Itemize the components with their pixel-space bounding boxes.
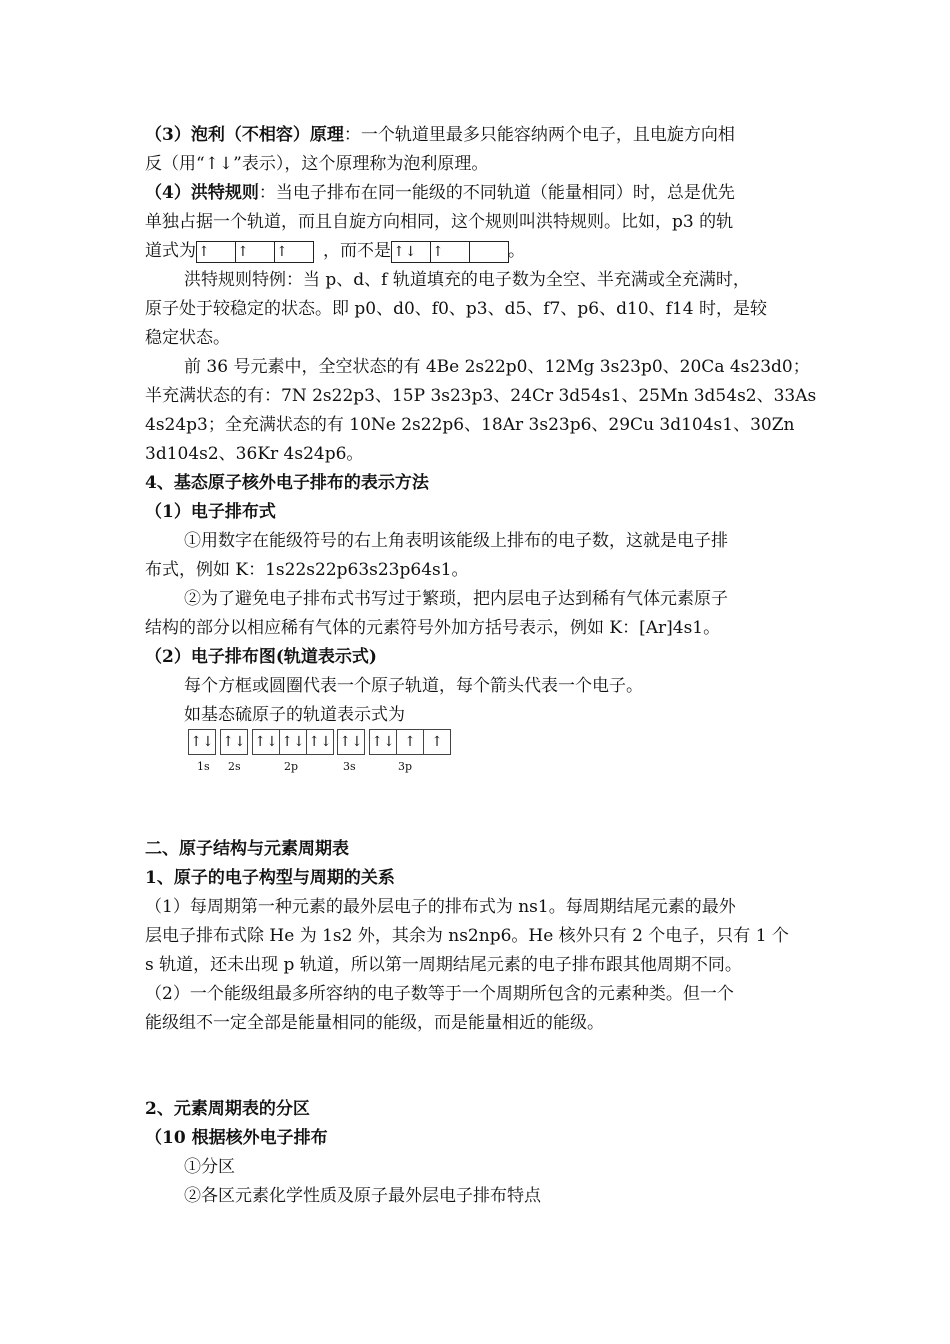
first36-line-1: 前 36 号元素中，全空状态的有 4Be 2s22p0、12Mg 3s23p0、20Ca 4s23d0；: [184, 357, 810, 377]
subheading-config-period: 1、原子的电子构型与周期的关系: [145, 868, 395, 888]
config-line-1: ①用数字在能级符号的右上角表明该能级上排布的电子数，这就是电子排: [184, 531, 728, 551]
pauli-line-1: （3）泡利（不相容）原理：一个轨道里最多只能容纳两个电子，且电旋方向相: [145, 125, 735, 145]
subheading-by-config: （10 根据核外电子排布: [145, 1128, 328, 1148]
orbital-label: 2s: [228, 760, 241, 773]
hund-exception-line-3: 稳定状态。: [145, 328, 230, 348]
period-line-5: 能级组不一定全部是能量相同的能级，而是能量相近的能级。: [145, 1013, 604, 1033]
subheading-blocks: 2、元素周期表的分区: [145, 1099, 310, 1119]
orbital-cell: ↑↓: [337, 729, 365, 755]
orbital-box: ↑: [196, 241, 236, 263]
period-line-4: （2）一个能级组最多所容纳的电子数等于一个周期所包含的元素种类。但一个: [145, 984, 734, 1004]
hund-exception-line-2: 原子处于较稳定的状态。即 p0、d0、f0、p3、d5、f7、p6、d10、f14 时，是较: [145, 299, 767, 319]
orbital-box: ↑: [430, 241, 470, 263]
orbital-label: 2p: [284, 760, 299, 773]
pauli-line-2: 反（用“↑↓”表示），这个原理称为泡利原理。: [145, 154, 489, 174]
section-heading-2: 二、原子结构与元素周期表: [145, 839, 349, 859]
subheading-orbital-diagram: （2）电子排布图(轨道表示式): [145, 647, 377, 667]
list-item: ②各区元素化学性质及原子最外层电子排布特点: [184, 1186, 541, 1206]
orbital-box: ↑↓: [391, 241, 431, 263]
orbital-box: ↑: [274, 241, 314, 263]
first36-line-2: 半充满状态的有：7N 2s22p3、15P 3s23p3、24Cr 3d54s1、25Mn 3d54s2、33As: [145, 386, 817, 406]
orbital-cell: ↑↓: [279, 729, 307, 755]
orbital-boxes-wrong: [391, 241, 508, 261]
first36-line-4: 3d104s2、36Kr 4s24p6。: [145, 444, 364, 464]
orbital-cell: ↑↓: [220, 729, 248, 755]
orbital-label: 3p: [398, 760, 413, 773]
orbital-cell: ↑: [396, 729, 424, 755]
config-line-4: 结构的部分以相应稀有气体的元素符号外加方括号表示，例如 K：[Ar]4s1。: [145, 618, 721, 638]
list-item: ①分区: [184, 1157, 235, 1177]
orbital-cell: ↑↓: [306, 729, 334, 755]
first36-line-3: 4s24p3；全充满状态的有 10Ne 2s22p6、18Ar 3s23p6、29Cu 3d104s1、30Zn: [145, 415, 795, 435]
orbital-label: 3s: [343, 760, 356, 773]
period-line-1: （1）每周期第一种元素的最外层电子的排布式为 ns1。每周期结尾元素的最外: [145, 897, 736, 917]
hund-exception-line-1: 洪特规则特例：当 p、d、f 轨道填充的电子数为全空、半充满或全充满时，: [184, 270, 750, 290]
orbital-cell: ↑↓: [252, 729, 280, 755]
orbital-boxes-correct: [196, 241, 313, 261]
hund-line-3: 道式为 ↑ ↑ ↑ ，而不是 ↑↓ ↑ 。: [145, 241, 525, 261]
config-line-3: ②为了避免电子排布式书写过于繁琐，把内层电子达到稀有气体元素原子: [184, 589, 728, 609]
hund-line-1: （4）洪特规则：当电子排布在同一能级的不同轨道（能量相同）时，总是优先: [145, 183, 735, 203]
orbital-box: [469, 241, 509, 263]
period-line-2: 层电子排布式除 He 为 1s2 外，其余为 ns2np6。He 核外只有 2 个电子，只有 1 个: [145, 926, 789, 946]
hund-line-2: 单独占据一个轨道，而且自旋方向相同，这个规则叫洪特规则。比如，p3 的轨: [145, 212, 734, 232]
orbital-cell: ↑: [423, 729, 451, 755]
config-line-2: 布式，例如 K：1s22s22p63s23p64s1。: [145, 560, 469, 580]
section-heading-4: 4、基态原子核外电子排布的表示方法: [145, 473, 429, 493]
orbital-cell: ↑↓: [369, 729, 397, 755]
period-line-3: s 轨道，还未出现 p 轨道，所以第一周期结尾元素的电子排布跟其他周期不同。: [145, 955, 742, 975]
orbital-desc-2: 如基态硫原子的轨道表示式为: [184, 705, 405, 725]
orbital-label: 1s: [197, 760, 210, 773]
subheading-electron-config: （1）电子排布式: [145, 502, 276, 522]
orbital-box: ↑: [235, 241, 275, 263]
orbital-desc-1: 每个方框或圆圈代表一个原子轨道，每个箭头代表一个电子。: [184, 676, 643, 696]
orbital-cell: ↑↓: [188, 729, 216, 755]
